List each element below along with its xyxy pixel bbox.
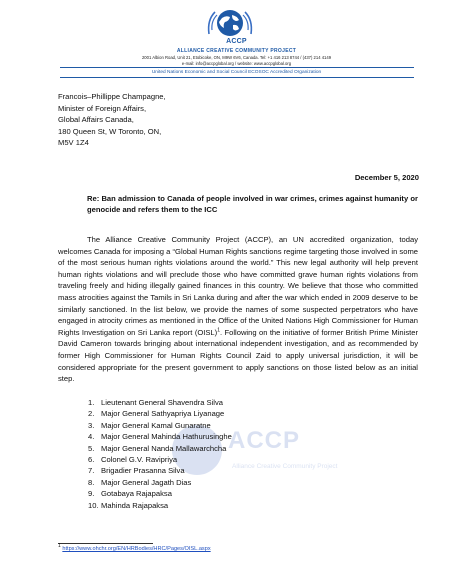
list-item: 3. Major General Kamal Gunaratne <box>88 420 211 430</box>
letter-date: December 5, 2020 <box>354 173 419 182</box>
list-item: 7. Brigadier Prasanna Silva <box>88 466 185 476</box>
list-item: 2. Major General Sathyapriya Liyanage <box>88 409 225 419</box>
recipient-line: Global Affairs Canada, <box>58 115 134 125</box>
body-text: Following on the initiative of former British Prime Minister David Cameron towards bringing about international independent investigation, and as recommended by former High Commissioner for Human Rights Council Zaid to apply universal jurisdiction, it will be considered appropriate for the present government to apply sanctions on those listed below as an initial step. <box>58 327 418 384</box>
footnote <box>58 543 211 552</box>
list-item: 8. Major General Jagath Dias <box>88 477 192 487</box>
recipient-line: 180 Queen St, W Toronto, ON, <box>58 126 162 136</box>
list-item: 5. Major General Nanda Mallawarchcha <box>88 443 227 453</box>
footnote-divider <box>58 543 153 544</box>
recipient-line: Francois–Phillippe Champagne, <box>58 92 166 101</box>
oisl-report-link[interactable]: https://www.ohchr.org/EN/HRBodies/HRC/Pages/OISL.aspx <box>62 546 211 552</box>
body-text: The Alliance Creative Community Project (ACCP), an UN accredited organization, today welcomes Canada for imposing a “Global Human Rights sanctions regime targeting those involved in some of the most serious human rights violations around the world.” This new legal authority will help prevent human rights violations and will preclude those who have committed grave human rights violations from traveling freely and hiding illegally gained finances in this country. We believe that those who committed mass atrocities against the Tamils in Sri Lanka during and after the war which ended in 2009 deserve to be similarly sanctioned. In the list below, we provide the names of some suspected perpetrators who have engaged in atrocity crimes as mentioned in the Office of the United Nations High Commissioner for Human Rights Investigation on Sri Lanka report (OISL) <box>58 235 418 337</box>
letterhead-rule-bottom <box>60 77 414 78</box>
subject-line: Re: Ban admission to Canada of people involved in war crimes, crimes against humanity or genocide and refers them to the ICC <box>87 194 418 215</box>
recipient-line: M5V 1Z4 <box>58 138 89 148</box>
footnote-reference[interactable]: 1 <box>217 327 220 334</box>
recipient-address <box>58 91 166 149</box>
list-item: 10. Mahinda Rajapaksa <box>88 500 169 510</box>
footnote-mark: 1 <box>58 543 61 550</box>
body-paragraph: The Alliance Creative Community Project (ACCP), an UN accredited organization, today welcomes Canada for imposing a “Global Human Rights sanctions regime targeting those involved in some of the most serious human rights violations around the world.” This new legal authority will help prevent human rights violations and will preclude those who have committed grave human rights violations from traveling freely and hiding illegally gained finances in this country. We believe that those who committed mass atrocities against the Tamils in Sri Lanka during and after the war which ended in 2009 deserve to be similarly sanctioned. In the list below, we provide the names of some suspected perpetrators who have engaged in atrocity crimes as mentioned in the Office of the United Nations High Commissioner for Human Rights Investigation on Sri Lanka report (OISL)$^1$. Following on the initiative of former British Prime Minister David Cameron towards bringing about international independent investigation, and as recommended by former High Commissioner for Human Rights Council Zaid to apply universal jurisdiction, it will be considered appropriate for the present government to apply sanctions on those listed below as an initial step. <box>58 235 418 384</box>
letterhead-rule-top <box>60 67 414 68</box>
accp-globe-logo <box>205 6 255 42</box>
org-address: 2001 Albion Road, Unit 21, Etobicoke, ON, M9W 6V6, Canada. Tel: +1 416 213 8744 / (437) 214 4149 <box>141 55 332 60</box>
letter-body <box>58 234 418 385</box>
list-item: 1. Lieutenant General Shavendra Silva <box>88 398 224 407</box>
org-un-status: United Nations Economic and Social Council ECOSOC Accredited Organization <box>151 70 322 75</box>
list-item: 6. Colonel G.V. Ravipriya <box>88 455 178 465</box>
watermark-name: Alliance Creative Community Project <box>232 463 338 470</box>
watermark-acronym: ACCP <box>228 427 301 454</box>
list-item: 9. Gotabaya Rajapaksa <box>88 489 172 499</box>
org-acronym: ACCP <box>226 38 247 45</box>
recipient-line: Minister of Foreign Affairs, <box>58 103 147 113</box>
list-item: 4. Major General Mahinda Hathurusinghe <box>88 432 232 442</box>
perpetrator-list <box>88 397 232 511</box>
org-full-name: ALLIANCE CREATIVE COMMUNITY PROJECT <box>176 48 297 54</box>
org-contact: e-mail: info@accpglobal.org / website: www.accpglobal.org <box>181 61 292 66</box>
